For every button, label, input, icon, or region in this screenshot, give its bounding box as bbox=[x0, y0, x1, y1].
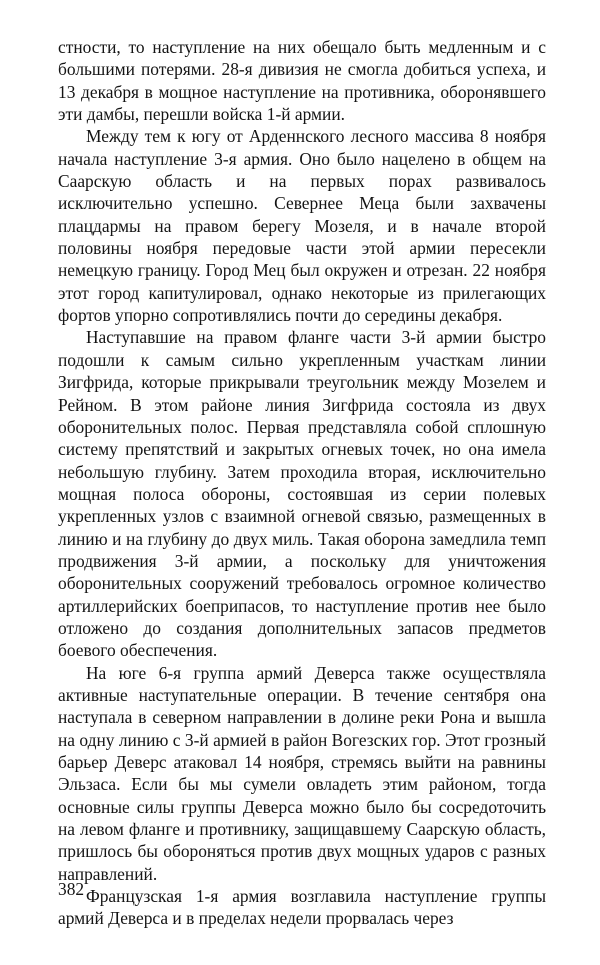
paragraph-third-army: Между тем к югу от Арденнского лесного массива 8 ноября начала наступление 3-я армия. Оно было нацелено в общем на Саарскую область и на первых порах развивалось исключительно успешно. Севернее Меца были захвачены плацдармы на правом берегу Мозеля, и в начале второй половины ноября передовые части этой армии пересекли немецкую границу. Город Мец был окружен и отрезан. 22 ноября этот город капитулировал, однако некоторые из прилегающих фортов упорно сопротивлялись почти до середины декабря. bbox=[58, 126, 546, 326]
paragraph-continuation: стности, то наступление на них обещало быть медленным и с большими потерями. 28-я дивизия не смогла добиться успеха, и 13 декабря в мощное наступление на противника, оборонявшего эти дамбы, перешли войска 1-й армии. bbox=[58, 37, 546, 125]
paragraph-devers-group: На юге 6-я группа армий Деверса также осуществляла активные наступательные операции. В течение сентября она наступала в северном направлении в долине реки Рона и вышла на одну линию с 3-й армией в район Вогезских гор. Этот грозный барьер Деверс атаковал 14 ноября, стремясь выйти на равнины Эльзаса. Если бы мы сумели овладеть этим районом, тогда основные силы группы Деверса можно было бы сосредоточить на левом фланге и противнику, защищавшему Саарскую область, пришлось бы обороняться против двух мощных ударов с разных направлений. bbox=[58, 662, 546, 884]
page-number: 382 bbox=[58, 879, 85, 899]
paragraph-french-first-army: Французская 1-я армия возглавила наступление группы армий Деверса и в пределах недели прорвалась через bbox=[58, 886, 546, 929]
paragraph-siegfried-line: Наступавшие на правом фланге части 3-й армии быстро подошли к самым сильно укрепленным участкам линии Зигфрида, которые прикрывали треугольник между Мозелем и Рейном. В этом районе линия Зигфрида состояла из двух оборонительных полос. Первая представляла собой сплошную систему препятствий и закрытых огневых точек, но она имела небольшую глубину. Затем проходила вторая, исключительно мощная полоса обороны, состоявшая из серии полевых укрепленных узлов с взаимной огневой связью, размещенных в линию и на глубину до двух миль. Такая оборона замедлила темп продвижения 3-й армии, а поскольку для уничтожения оборонительных сооружений требовалось огромное количество артиллерийских боеприпасов, то наступление против нее было отложено до создания дополнительных запасов предметов боевого обеспечения. bbox=[58, 327, 546, 661]
page-body bbox=[58, 36, 546, 930]
